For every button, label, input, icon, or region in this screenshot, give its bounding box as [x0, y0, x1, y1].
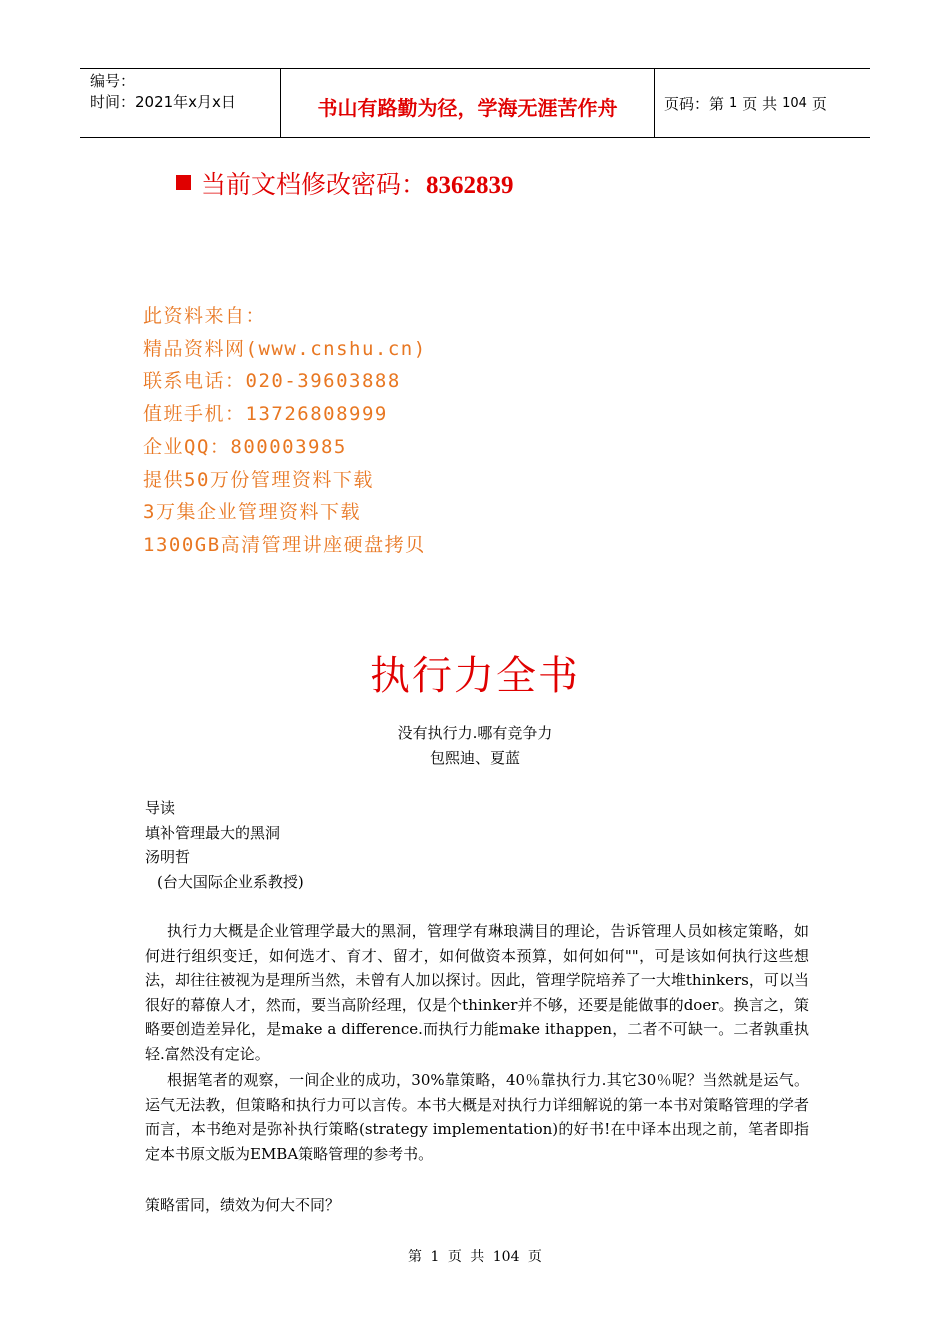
source-line: 联系电话：020-39603888	[143, 370, 401, 393]
page-footer: 第 1 页 共 104 页	[408, 1249, 542, 1265]
header-meta-cell	[80, 69, 281, 137]
intro-block	[145, 796, 809, 894]
page-prefix: 页码：第	[664, 94, 725, 113]
date-label: 时间：2021年x月x日	[90, 93, 236, 111]
page-header	[80, 68, 870, 138]
intro-affiliation: (台大国际企业系教授)	[157, 872, 304, 891]
body-paragraph: 根据笔者的观察，一间企业的成功，30%靠策略，40％靠执行力.其它30％呢？当然就是运气。运气无法教，但策略和执行力可以言传。本书大概是对执行力详细解说的第一本书对策略管理的学者而言，本书绝对是弥补执行策略(strategy implementation)的好书!在中译本出现之前，笔者即指定本书原文版为EMBA策略管理的参考书。	[145, 1071, 809, 1163]
section-question: 策略雷同，绩效为何大不同？	[145, 1196, 341, 1214]
page-total: 104	[782, 95, 807, 111]
doc-subtitle: 没有执行力.哪有竞争力	[397, 724, 553, 742]
source-line: 企业QQ：800003985	[143, 435, 347, 458]
doc-title: 执行力全书	[370, 653, 580, 699]
password-code: 8362839	[426, 172, 514, 199]
page-mid: 页 共	[742, 94, 778, 113]
source-info	[143, 300, 427, 562]
source-line: 提供50万份管理资料下载	[143, 468, 374, 491]
square-bullet-icon	[176, 175, 191, 190]
doc-authors: 包熙迪、夏蓝	[429, 749, 520, 767]
header-motto-cell	[281, 69, 655, 137]
body-paragraph: 执行力大概是企业管理学最大的黑洞，管理学有琳琅满目的理论，告诉管理人员如核定策略，如何进行组织变迁，如何选才、育才、留才，如何做资本预算，如何如何""，可是该如何执行这些想法，却往往被视为是理所当然，未曾有人加以探讨。因此，管理学院培养了一大堆thinkers，可以当很好的幕僚人才，然而，要当高阶经理，仅是个thinker并不够，还要是能做事的doer。换言之，策略要创造差异化，是make a difference.而执行力能make ithappen，二者不可缺一。二者孰重执轻.富然没有定论。	[145, 922, 809, 1063]
motto: 书山有路勤为径，学海无涯苦作舟	[317, 95, 618, 120]
source-line: 精品资料网(www.cnshu.cn)	[143, 337, 427, 360]
number-label: 编号：	[90, 72, 136, 90]
source-line: 此资料来自：	[143, 305, 267, 327]
password-line	[176, 165, 514, 201]
intro-author: 汤明哲	[145, 848, 191, 866]
source-line: 3万集企业管理资料下载	[143, 501, 361, 524]
source-line: 1300GB高清管理讲座硬盘拷贝	[143, 533, 426, 556]
password-label: 当前文档修改密码：	[201, 170, 427, 199]
intro-section-title: 填补管理最大的黑洞	[145, 823, 281, 842]
intro-heading: 导读	[145, 799, 176, 817]
source-line: 值班手机：13726808999	[143, 403, 388, 426]
header-page-cell	[655, 69, 870, 137]
page-current: 1	[729, 95, 738, 111]
page-suffix: 页	[811, 94, 827, 113]
